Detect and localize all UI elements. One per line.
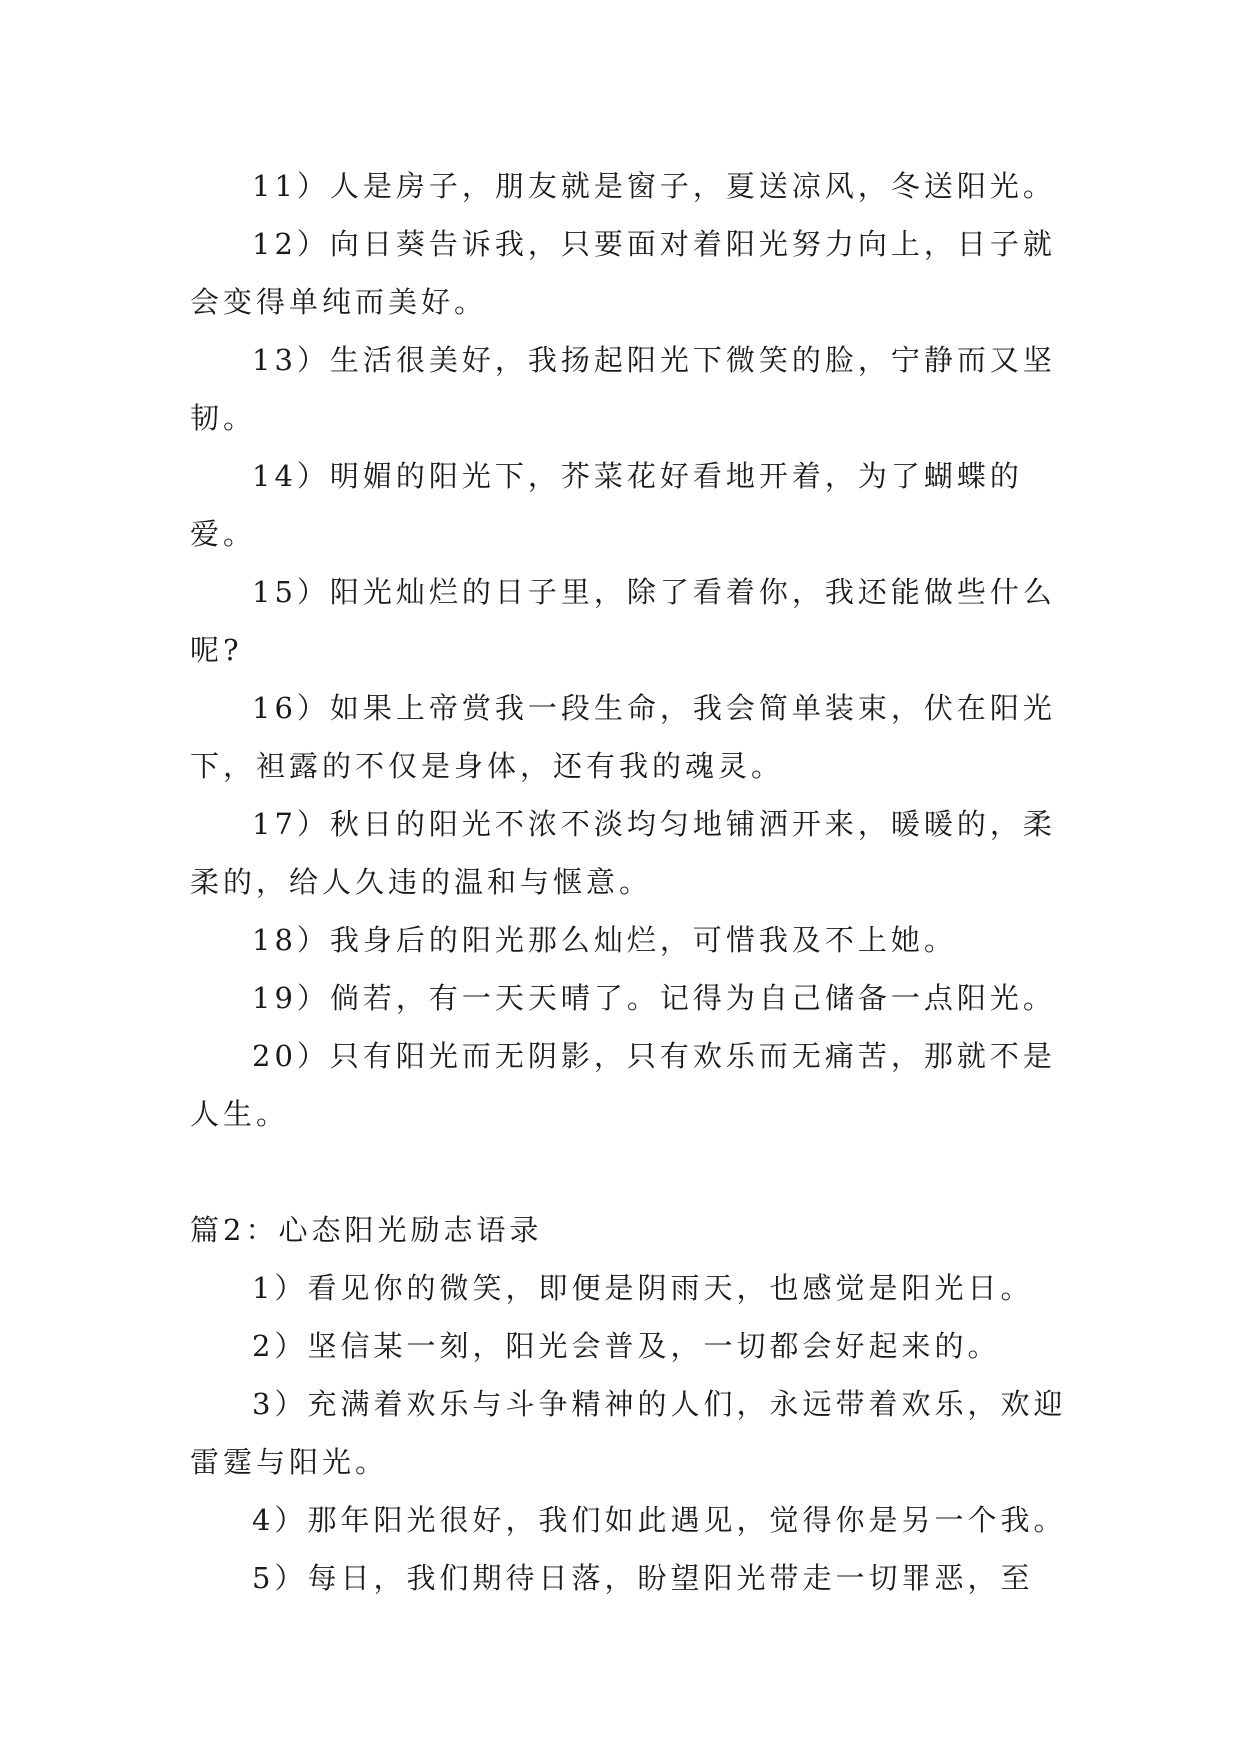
list-item: 12）向日葵告诉我，只要面对着阳光努力向上，日子就会变得单纯而美好。 [190, 227, 1056, 319]
list-item: 4）那年阳光很好，我们如此遇见，觉得你是另一个我。 [252, 1503, 1067, 1537]
list-item: 14）明媚的阳光下，芥菜花好看地开着，为了蝴蝶的爱。 [190, 459, 1023, 551]
list-item: 18）我身后的阳光那么灿烂，可惜我及不上她。 [252, 923, 957, 957]
list-item: 16）如果上帝赏我一段生命，我会简单装束，伏在阳光下，袒露的不仅是身体，还有我的魂灵。 [190, 691, 1056, 783]
list-item: 15）阳光灿烂的日子里，除了看着你，我还能做些什么呢? [190, 575, 1056, 667]
list-item: 19）倘若，有一天天晴了。记得为自己储备一点阳光。 [252, 981, 1056, 1015]
list-item: 1）看见你的微笑，即便是阴雨天，也感觉是阳光日。 [252, 1271, 1034, 1305]
list-item: 20）只有阳光而无阴影，只有欢乐而无痛苦，那就不是人生。 [190, 1039, 1056, 1131]
list-item: 11）人是房子，朋友就是窗子，夏送凉风，冬送阳光。 [252, 169, 1056, 203]
section-heading: 篇2：心态阳光励志语录 [190, 1213, 543, 1247]
list-item: 3）充满着欢乐与斗争精神的人们，永远带着欢乐，欢迎雷霆与阳光。 [190, 1387, 1067, 1479]
list-item: 2）坚信某一刻，阳光会普及，一切都会好起来的。 [252, 1329, 1001, 1363]
list-item: 13）生活很美好，我扬起阳光下微笑的脸，宁静而又坚韧。 [190, 343, 1056, 435]
list-item: 5）每日，我们期待日落，盼望阳光带走一切罪恶，至 [252, 1561, 1034, 1595]
document-body [190, 157, 1070, 1607]
list-item: 17）秋日的阳光不浓不淡均匀地铺洒开来，暖暖的，柔柔的，给人久违的温和与惬意。 [190, 807, 1056, 899]
